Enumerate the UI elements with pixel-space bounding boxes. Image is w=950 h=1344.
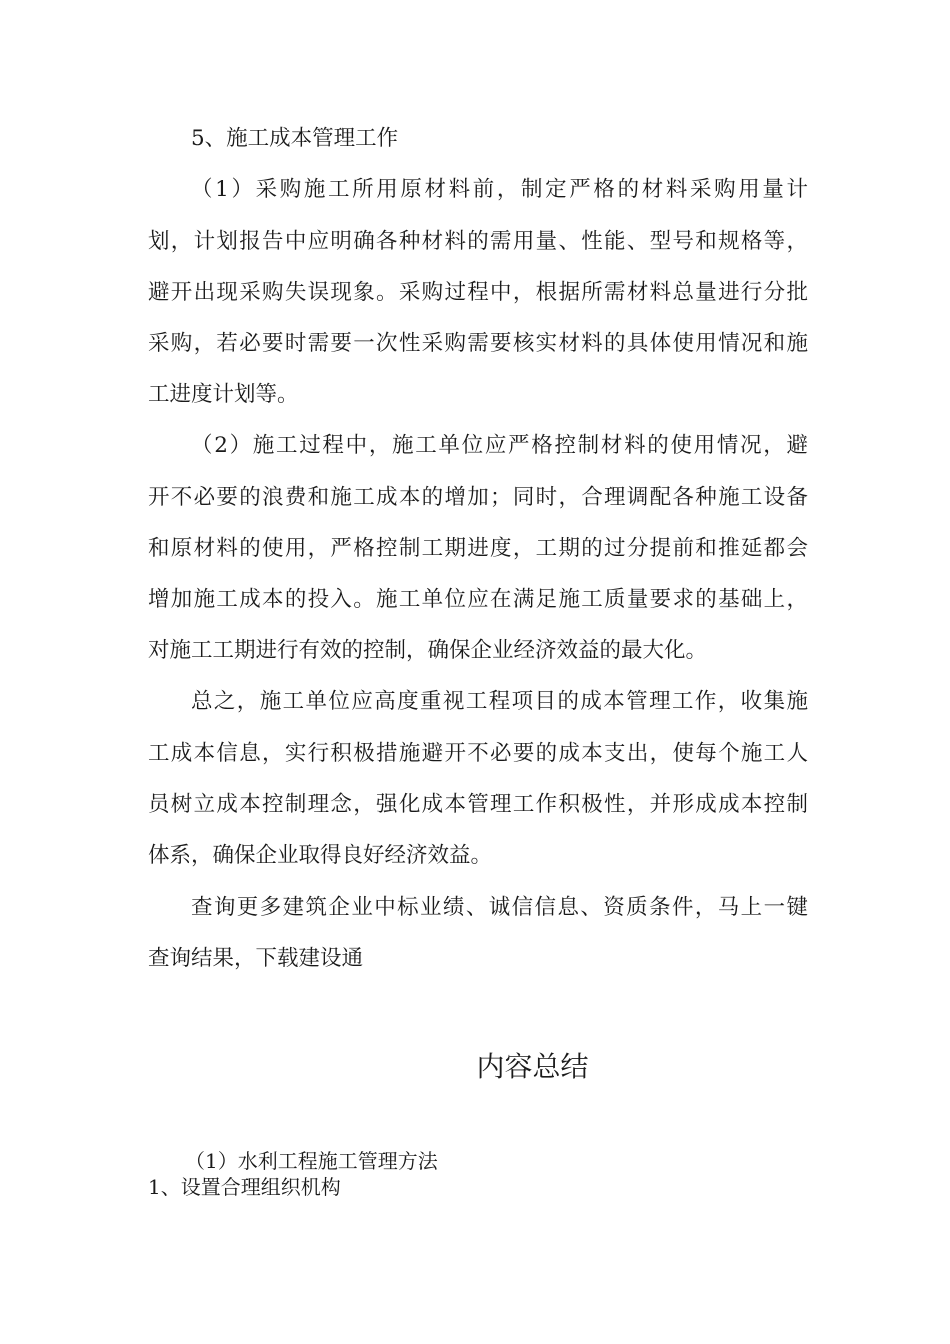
paragraph-line: 避开出现采购失误现象。采购过程中，根据所需材料总量进行分批 [148,280,808,305]
paragraph-line: 采购，若必要时需要一次性采购需要核实材料的具体使用情况和施 [148,331,808,356]
paragraph-line: 总之，施工单位应高度重视工程项目的成本管理工作，收集施 [191,689,808,714]
summary-item: （1）水利工程施工管理方法 [185,1149,438,1173]
paragraph-line: （1）采购施工所用原材料前，制定严格的材料采购用量计 [191,177,808,202]
paragraph-line: 增加施工成本的投入。施工单位应在满足施工质量要求的基础上， [148,587,808,612]
summary-item: 1、设置合理组织机构 [148,1175,341,1199]
paragraph-line: 开不必要的浪费和施工成本的增加；同时，合理调配各种施工设备 [148,485,808,510]
paragraph-line: 体系，确保企业取得良好经济效益。 [148,843,493,868]
paragraph-line: 划，计划报告中应明确各种材料的需用量、性能、型号和规格等， [148,229,808,254]
paragraph-line: （2）施工过程中，施工单位应严格控制材料的使用情况，避 [191,433,808,458]
section-heading: 5、施工成本管理工作 [191,126,399,151]
paragraph-line: 工进度计划等。 [148,382,299,407]
summary-title: 内容总结 [476,1050,589,1083]
paragraph-line: 和原材料的使用，严格控制工期进度，工期的过分提前和推延都会 [148,536,808,561]
paragraph-line: 查询更多建筑企业中标业绩、诚信信息、资质条件，马上一键 [191,895,808,920]
paragraph-line: 对施工工期进行有效的控制，确保企业经济效益的最大化。 [148,638,708,663]
paragraph-line: 查询结果，下载建设通 [148,946,364,971]
paragraph-line: 工成本信息，实行积极措施避开不必要的成本支出，使每个施工人 [148,741,808,766]
paragraph-line: 员树立成本控制理念，强化成本管理工作积极性，并形成成本控制 [148,792,808,817]
